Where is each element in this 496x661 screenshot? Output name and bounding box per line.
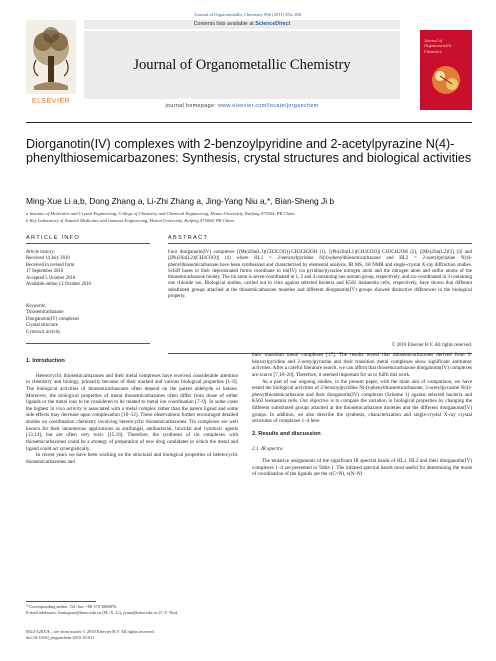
abstract-copyright: © 2010 Elsevier B.V. All rights reserved. <box>391 343 472 348</box>
section-heading-introduction: 1. Introduction <box>26 358 65 364</box>
keyword: Thiosemicarbazone <box>26 310 64 316</box>
article-info-bottom-rule <box>26 343 150 344</box>
doi-link[interactable]: doi:10.1016/j.jorganchem.2010.10.011 <box>26 635 95 640</box>
elsevier-tree-logo-icon <box>26 20 76 94</box>
homepage-line <box>84 103 400 109</box>
journal-title-box <box>84 31 400 99</box>
author-list: Ming-Xue Li a,b, Dong Zhang a, Li-Zhi Zhang a, Jing-Yang Niu a,*, Bian-Sheng Ji b <box>26 196 335 206</box>
section-heading-results: 2. Results and discussion <box>252 430 321 437</box>
contents-line <box>84 20 400 29</box>
article-title: Diorganotin(IV) complexes with 2-benzoylpyridine and 2-acetylpyrazine N(4)-phenylthiosemicarbazones: Synthesis, crystal structures and biological activities <box>26 137 472 166</box>
body-column-left <box>26 352 238 465</box>
header-divider <box>26 122 472 123</box>
journal-title-band <box>84 20 400 112</box>
keyword: Diorganotin(IV) complexes <box>26 316 80 322</box>
keyword: Crystal structure <box>26 323 58 329</box>
abstract-rule <box>168 243 472 244</box>
cover-molecule-art-icon <box>428 62 464 98</box>
abstract-heading: ABSTRACT <box>168 235 209 241</box>
email-note: E-mail addresses: limingxue@henu.edu.cn (M.-X. Li), jyniu@henu.edu.cn (J.-Y. Niu). <box>26 610 179 615</box>
keyword: Cytotoxic activity <box>26 329 61 335</box>
affiliation-a: a Institute of Molecular and Crystal Engineering, College of Chemistry and Chemical Engineering, Henan University, Kaifeng 475004, PR China <box>26 211 295 216</box>
journal-reference: Journal of Organometallic Chemistry 696 (2011) 852–858 <box>194 12 302 17</box>
contents-prefix: Contents lists available at <box>193 21 256 27</box>
corresponding-author-note: * Corresponding author. Tel./fax: +86 378 3886876. <box>26 604 118 609</box>
issn-line: 0022-328X/$ – see front matter © 2010 Elsevier B.V. All rights reserved. <box>26 629 155 634</box>
footnote-rule <box>26 601 96 602</box>
publisher-wordmark: ELSEVIER <box>31 98 71 105</box>
abstract-text: Four diorganotin(IV) complexes [(Me)2Sn(L1)(CH3COO)]·CH3CH2OH (1), [(Ph)2Sn(L1)(CH3COO)]·CH3CH2OH (2), [(Me)2Sn(L2)Cl] (3) and [(Ph)2Sn(L2)(CH3COO)] (4) where HL1 = 2-benzoylpyridine N(4)-phenylthiosemicarbazone and HL2 = 2-acetylpyrazine N(4)-phenylthiosemicarbazone have been synthesized and characterized by elemental analysis, IR MS, 1H NMR and single-crystal X-ray diffraction studies. Schiff bases in their deprotonated forms coordinate to tin(IV) via pyridine/pyrazine nitrogen atom and the nitrogen atom and sulfur atoms of the thiosemicarbazone moiety. The tin atom is seven-coordinated in 1, 2 and 4 containing one acetato group, respectively, and six-coordinated in 3 containing one chloride ion. Biological studies, carried out in vitro against selected bacteria and K562 leukaemia cells, respectively, have shown that different substituted groups attached at the thiosemicarbazone moieties and different diorganotin(IV) groups showed distinctive differences in the biological property. <box>168 250 472 300</box>
paragraph: In recent years we have been working on the structural and biological properties of heterocyclic thiosemicarbazones and <box>26 452 238 465</box>
sciencedirect-link[interactable]: ScienceDirect <box>255 21 291 27</box>
keyword-list <box>26 304 150 336</box>
homepage-prefix: journal homepage: <box>165 103 219 109</box>
history-entry: Accepted 5 October 2010 <box>26 275 76 281</box>
history-entry: Available online 13 October 2010 <box>26 282 91 288</box>
affiliation-b: b Key Laboratory of Natural Medicines and Immuno-Engineering, Henan University, Kaifeng 475004, PR China <box>26 218 234 223</box>
body-column-right <box>252 352 472 478</box>
paragraph: The tentative assignments of the significant IR spectral bands of HL1, HL2 and their diorganotin(IV) complexes 1–4 are presented in Table 1. The infrared spectral bands most useful for determining the mode of coordination of the ligands are the ν(C=N), ν(N–N) <box>252 458 472 478</box>
keywords-label: Keywords: <box>26 304 47 309</box>
subsection-heading-ir: 2.1. IR spectra <box>252 445 283 452</box>
paragraph: As a part of our ongoing studies, in the present paper, with the main aim of comparison, we have tested the biological activities of 2-benzoylpyridine N(4)-phenylthiosemicarbazone, 2-acetylpyrazine N(4)-phenylthiosemicarbazone and their diorganotin(IV) complexes (Scheme 1) against selected bacteria and K562 leukaemia cells. Our objective is to compare the variation in biological properties by changing the different substituted groups attached at the thiosemicarbazone moieties and the different diorganotin(IV) groups. In addition, we also describe the synthesis, characterization and single-crystal X-ray crystal structures of complexes 1–4 here. <box>252 378 472 425</box>
cover-title: Journal of Organometallic Chemistry <box>424 38 452 54</box>
journal-header <box>26 20 472 115</box>
journal-homepage-link[interactable]: www.elsevier.com/locate/jorganchem <box>218 103 319 109</box>
journal-title: Journal of Organometallic Chemistry <box>133 57 351 73</box>
article-info-heading: ARTICLE INFO <box>26 235 81 241</box>
article-history <box>26 250 150 288</box>
history-entry: Received 14 July 2010 <box>26 256 70 262</box>
journal-cover-thumbnail <box>420 30 472 110</box>
paragraph: their transition metal complexes [17]. The results reveal that thiosemicarbazones derived from 2-benzoylpyridine and 2-acetylpyrazine and their transition metal complexes show significant antitumor activities. After a careful literature search, we can affirm that thiosemicarbazone diorganotin(IV) complexes are scarce [7,18–20]. Therefore, it seemed important for us to fulfil this work. <box>252 352 472 378</box>
paragraph: Heterocyclic thiosemicarbazones and their metal complexes have received considerable attention in chemistry and biology, primarily because of their marked and various biological properties [1–6]. The biological activities of thiosemicarbazones often depend on the parent aldehyde or ketone. Moreover, the biological properties of metal thiosemicarbazones often differ from those of either ligands or the metal ions to be considered to be related to metal ion coordination [7–9]. In some cases the highest in vivo activity is associated with a metal complex rather than the parent ligand and some side effects may decrease upon complexation [10–12]. These observations further encouraged detailed studies on coordination chemistry involving heterocyclic thiosemicarbazones. Tin complexes are well known for their innumerous applications as antifungal, antibacterial, biocidal and cytotoxic agents [13,14], but are often very toxic [15,16]. Therefore, the syntheses of tin complexes with thiosemicarbazones could be a strategy of preparation of new drug candidates in which the metal and ligand could act synergistically. <box>26 372 238 452</box>
history-entry: 17 September 2010 <box>26 269 64 275</box>
history-label: Article history: <box>26 250 56 255</box>
article-info-rule <box>26 243 150 244</box>
history-entry: Received in revised form <box>26 262 75 268</box>
